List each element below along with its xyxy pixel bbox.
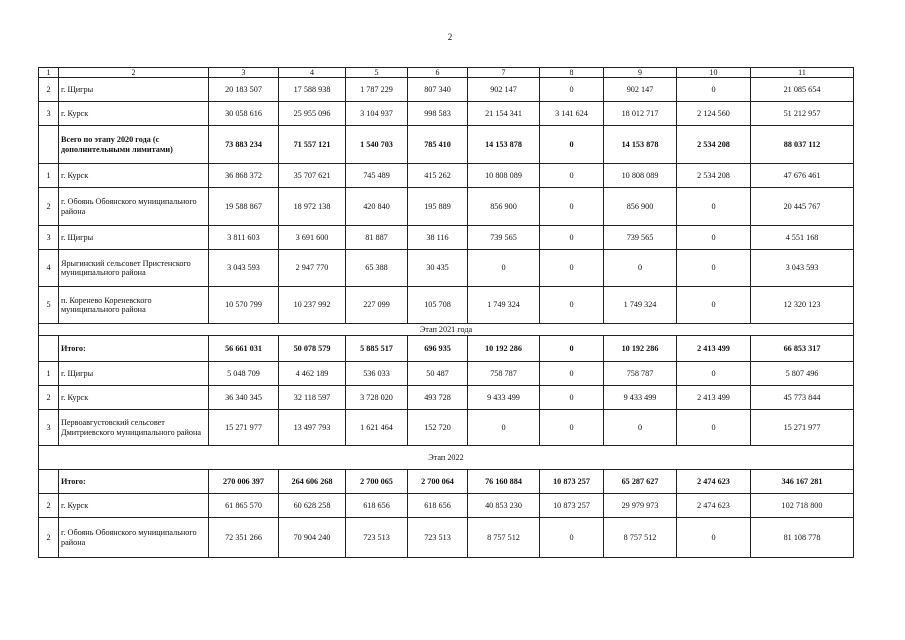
value-cell: 0 xyxy=(540,287,604,324)
value-cell: 0 xyxy=(677,78,751,102)
value-cell: 618 656 xyxy=(346,494,408,518)
value-cell: 493 728 xyxy=(408,386,468,410)
value-cell: 10 570 799 xyxy=(209,287,279,324)
value-cell: 2 413 499 xyxy=(677,386,751,410)
column-number: 4 xyxy=(279,68,346,78)
value-cell: 4 462 189 xyxy=(279,362,346,386)
value-cell: 2 700 065 xyxy=(346,470,408,494)
value-cell: 902 147 xyxy=(468,78,540,102)
value-cell: 0 xyxy=(540,362,604,386)
value-cell: 745 489 xyxy=(346,164,408,188)
stage-header-row xyxy=(39,446,854,470)
value-cell: 536 033 xyxy=(346,362,408,386)
value-cell: 60 628 258 xyxy=(279,494,346,518)
value-cell: 18 012 717 xyxy=(604,102,677,126)
table-row xyxy=(39,410,854,446)
value-cell: 10 808 089 xyxy=(604,164,677,188)
row-number-cell xyxy=(39,336,59,362)
row-number-cell: 2 xyxy=(39,78,59,102)
value-cell: 5 048 709 xyxy=(209,362,279,386)
value-cell: 81 108 778 xyxy=(751,518,854,558)
value-cell: 66 853 317 xyxy=(751,336,854,362)
value-cell: 0 xyxy=(540,386,604,410)
value-cell: 3 043 593 xyxy=(209,250,279,287)
name-cell: г. Щигры xyxy=(59,78,209,102)
value-cell: 195 889 xyxy=(408,188,468,226)
value-cell: 21 085 654 xyxy=(751,78,854,102)
value-cell: 0 xyxy=(677,226,751,250)
name-cell: Итого: xyxy=(59,336,209,362)
value-cell: 1 540 703 xyxy=(346,126,408,164)
column-number: 7 xyxy=(468,68,540,78)
value-cell: 696 935 xyxy=(408,336,468,362)
value-cell: 15 271 977 xyxy=(751,410,854,446)
value-cell: 0 xyxy=(540,164,604,188)
row-number-cell: 3 xyxy=(39,102,59,126)
value-cell: 0 xyxy=(677,518,751,558)
value-cell: 856 900 xyxy=(468,188,540,226)
value-cell: 0 xyxy=(677,188,751,226)
row-number-cell xyxy=(39,470,59,494)
value-cell: 1 749 324 xyxy=(604,287,677,324)
value-cell: 47 676 461 xyxy=(751,164,854,188)
value-cell: 10 873 257 xyxy=(540,470,604,494)
value-cell: 88 037 112 xyxy=(751,126,854,164)
value-cell: 12 320 123 xyxy=(751,287,854,324)
value-cell: 50 487 xyxy=(408,362,468,386)
value-cell: 152 720 xyxy=(408,410,468,446)
value-cell: 17 588 938 xyxy=(279,78,346,102)
value-cell: 50 078 579 xyxy=(279,336,346,362)
name-cell: Итого: xyxy=(59,470,209,494)
table-row xyxy=(39,188,854,226)
value-cell: 0 xyxy=(468,250,540,287)
total-row xyxy=(39,126,854,164)
value-cell: 38 116 xyxy=(408,226,468,250)
value-cell: 0 xyxy=(468,410,540,446)
value-cell: 30 058 616 xyxy=(209,102,279,126)
value-cell: 3 141 624 xyxy=(540,102,604,126)
value-cell: 264 606 268 xyxy=(279,470,346,494)
value-cell: 2 474 623 xyxy=(677,470,751,494)
row-number-cell: 1 xyxy=(39,362,59,386)
value-cell: 0 xyxy=(540,126,604,164)
table-row xyxy=(39,494,854,518)
value-cell: 10 192 286 xyxy=(468,336,540,362)
value-cell: 1 787 229 xyxy=(346,78,408,102)
value-cell: 10 237 992 xyxy=(279,287,346,324)
value-cell: 36 340 345 xyxy=(209,386,279,410)
column-number: 2 xyxy=(59,68,209,78)
value-cell: 76 160 884 xyxy=(468,470,540,494)
value-cell: 0 xyxy=(540,250,604,287)
value-cell: 20 445 767 xyxy=(751,188,854,226)
value-cell: 30 435 xyxy=(408,250,468,287)
value-cell: 102 718 800 xyxy=(751,494,854,518)
row-number-cell: 4 xyxy=(39,250,59,287)
value-cell: 1 621 464 xyxy=(346,410,408,446)
name-cell: Всего по этапу 2020 года (с дополнительными лимитами) xyxy=(59,126,209,164)
value-cell: 2 534 208 xyxy=(677,164,751,188)
name-cell: г. Курск xyxy=(59,164,209,188)
column-number: 1 xyxy=(39,68,59,78)
value-cell: 8 757 512 xyxy=(604,518,677,558)
value-cell: 0 xyxy=(677,410,751,446)
value-cell: 998 583 xyxy=(408,102,468,126)
value-cell: 3 104 937 xyxy=(346,102,408,126)
value-cell: 61 865 570 xyxy=(209,494,279,518)
value-cell: 21 154 341 xyxy=(468,102,540,126)
value-cell: 81 887 xyxy=(346,226,408,250)
value-cell: 618 656 xyxy=(408,494,468,518)
value-cell: 9 433 499 xyxy=(604,386,677,410)
value-cell: 71 557 121 xyxy=(279,126,346,164)
value-cell: 2 534 208 xyxy=(677,126,751,164)
page-number: 2 xyxy=(447,32,453,42)
value-cell: 270 006 397 xyxy=(209,470,279,494)
table-row xyxy=(39,226,854,250)
name-cell: Ярыгинский сельсовет Пристенского муниципального района xyxy=(59,250,209,287)
column-number-row xyxy=(39,68,854,78)
name-cell: г. Щигры xyxy=(59,362,209,386)
value-cell: 2 474 623 xyxy=(677,494,751,518)
value-cell: 10 873 257 xyxy=(540,494,604,518)
value-cell: 2 700 064 xyxy=(408,470,468,494)
name-cell: г. Курск xyxy=(59,386,209,410)
table-row xyxy=(39,362,854,386)
table-row xyxy=(39,518,854,558)
value-cell: 227 099 xyxy=(346,287,408,324)
value-cell: 785 410 xyxy=(408,126,468,164)
value-cell: 9 433 499 xyxy=(468,386,540,410)
value-cell: 2 947 770 xyxy=(279,250,346,287)
name-cell: г. Курск xyxy=(59,494,209,518)
value-cell: 15 271 977 xyxy=(209,410,279,446)
value-cell: 3 811 603 xyxy=(209,226,279,250)
value-cell: 72 351 266 xyxy=(209,518,279,558)
value-cell: 14 153 878 xyxy=(468,126,540,164)
value-cell: 346 167 281 xyxy=(751,470,854,494)
value-cell: 13 497 793 xyxy=(279,410,346,446)
value-cell: 35 707 621 xyxy=(279,164,346,188)
value-cell: 420 840 xyxy=(346,188,408,226)
row-number-cell: 2 xyxy=(39,518,59,558)
row-number-cell: 2 xyxy=(39,386,59,410)
stage-title: Этап 2022 xyxy=(39,446,854,470)
value-cell: 0 xyxy=(540,336,604,362)
row-number-cell xyxy=(39,126,59,164)
stage-header-row xyxy=(39,324,854,336)
value-cell: 32 118 597 xyxy=(279,386,346,410)
value-cell: 18 972 138 xyxy=(279,188,346,226)
total-row xyxy=(39,470,854,494)
value-cell: 0 xyxy=(677,287,751,324)
value-cell: 20 183 507 xyxy=(209,78,279,102)
total-row xyxy=(39,336,854,362)
value-cell: 758 787 xyxy=(604,362,677,386)
stage-title: Этап 2021 года xyxy=(39,324,854,336)
value-cell: 3 728 020 xyxy=(346,386,408,410)
column-number: 5 xyxy=(346,68,408,78)
value-cell: 739 565 xyxy=(468,226,540,250)
value-cell: 40 853 230 xyxy=(468,494,540,518)
value-cell: 0 xyxy=(604,250,677,287)
row-number-cell: 2 xyxy=(39,188,59,226)
table-row xyxy=(39,78,854,102)
column-number: 9 xyxy=(604,68,677,78)
value-cell: 0 xyxy=(540,188,604,226)
value-cell: 51 212 957 xyxy=(751,102,854,126)
table-row xyxy=(39,164,854,188)
column-number: 10 xyxy=(677,68,751,78)
name-cell: г. Обоянь Обоянского муниципального района xyxy=(59,518,209,558)
value-cell: 73 883 234 xyxy=(209,126,279,164)
value-cell: 3 691 600 xyxy=(279,226,346,250)
value-cell: 723 513 xyxy=(408,518,468,558)
value-cell: 8 757 512 xyxy=(468,518,540,558)
value-cell: 2 124 560 xyxy=(677,102,751,126)
value-cell: 4 551 168 xyxy=(751,226,854,250)
value-cell: 807 340 xyxy=(408,78,468,102)
value-cell: 758 787 xyxy=(468,362,540,386)
row-number-cell: 2 xyxy=(39,494,59,518)
value-cell: 25 955 096 xyxy=(279,102,346,126)
name-cell: п. Коренево Кореневского муниципального района xyxy=(59,287,209,324)
value-cell: 56 661 031 xyxy=(209,336,279,362)
value-cell: 2 413 499 xyxy=(677,336,751,362)
value-cell: 739 565 xyxy=(604,226,677,250)
value-cell: 5 807 496 xyxy=(751,362,854,386)
value-cell: 36 868 372 xyxy=(209,164,279,188)
value-cell: 65 388 xyxy=(346,250,408,287)
table-row xyxy=(39,102,854,126)
value-cell: 105 708 xyxy=(408,287,468,324)
row-number-cell: 1 xyxy=(39,164,59,188)
value-cell: 10 192 286 xyxy=(604,336,677,362)
table-row xyxy=(39,287,854,324)
column-number: 3 xyxy=(209,68,279,78)
value-cell: 0 xyxy=(540,518,604,558)
name-cell: г. Обоянь Обоянского муниципального района xyxy=(59,188,209,226)
value-cell: 14 153 878 xyxy=(604,126,677,164)
value-cell: 0 xyxy=(677,250,751,287)
value-cell: 0 xyxy=(540,226,604,250)
name-cell: Первоавгустовский сельсовет Дмитриевского муниципального района xyxy=(59,410,209,446)
table-row xyxy=(39,250,854,287)
column-number: 6 xyxy=(408,68,468,78)
value-cell: 10 808 089 xyxy=(468,164,540,188)
table-row xyxy=(39,386,854,410)
value-cell: 0 xyxy=(540,78,604,102)
value-cell: 0 xyxy=(677,362,751,386)
value-cell: 3 043 593 xyxy=(751,250,854,287)
column-number: 8 xyxy=(540,68,604,78)
value-cell: 856 900 xyxy=(604,188,677,226)
value-cell: 1 749 324 xyxy=(468,287,540,324)
value-cell: 0 xyxy=(604,410,677,446)
name-cell: г. Щигры xyxy=(59,226,209,250)
data-table xyxy=(38,67,854,558)
row-number-cell: 3 xyxy=(39,226,59,250)
row-number-cell: 3 xyxy=(39,410,59,446)
value-cell: 70 904 240 xyxy=(279,518,346,558)
value-cell: 29 979 973 xyxy=(604,494,677,518)
value-cell: 902 147 xyxy=(604,78,677,102)
row-number-cell: 5 xyxy=(39,287,59,324)
value-cell: 415 262 xyxy=(408,164,468,188)
value-cell: 19 588 867 xyxy=(209,188,279,226)
value-cell: 65 287 627 xyxy=(604,470,677,494)
name-cell: г. Курск xyxy=(59,102,209,126)
value-cell: 45 773 844 xyxy=(751,386,854,410)
column-number: 11 xyxy=(751,68,854,78)
value-cell: 0 xyxy=(540,410,604,446)
value-cell: 723 513 xyxy=(346,518,408,558)
value-cell: 5 885 517 xyxy=(346,336,408,362)
